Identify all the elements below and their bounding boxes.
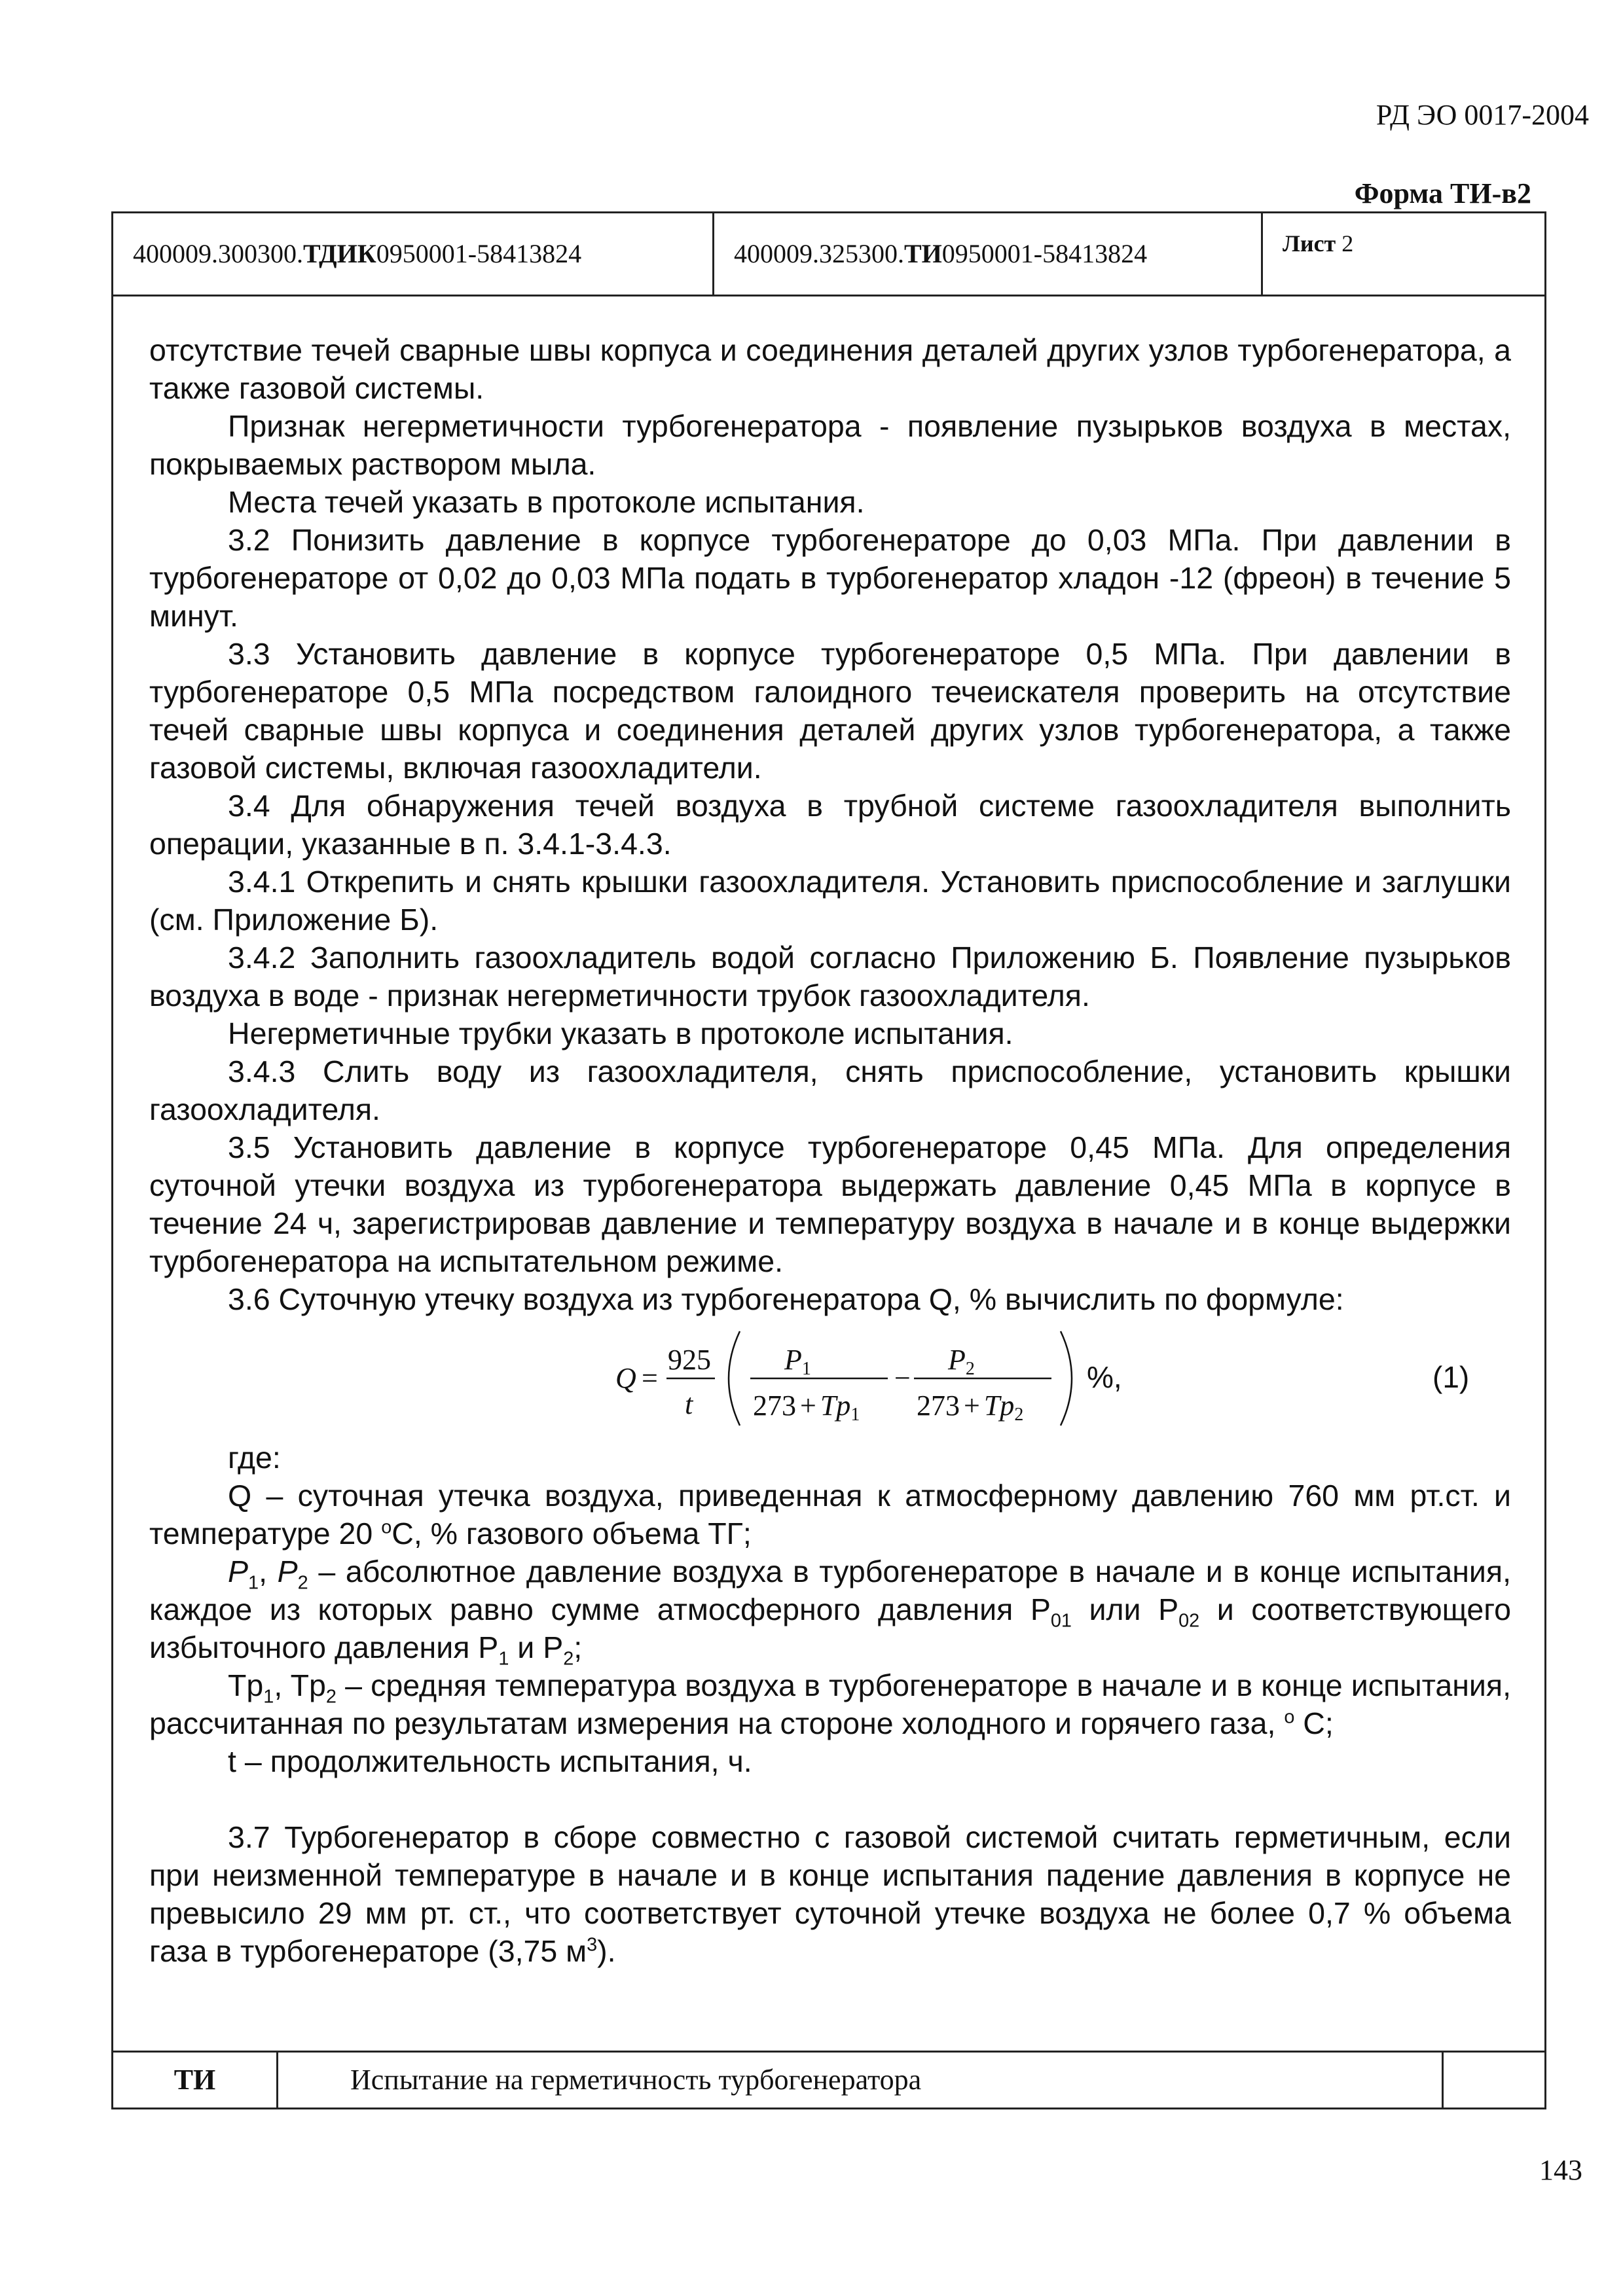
footer-row: [113, 2051, 1544, 2108]
definition-tp: $Tp_1$, $Tp_2$ – средняя температура воздуха в турбогенераторе в начале и в конце испытания, рассчитанная по результатам измерения на стороне холодного и горячего газа, $^o$ С;: [149, 1668, 1512, 1740]
body-text: [149, 331, 1511, 1970]
paragraph: отсутствие течей сварные швы корпуса и соединения деталей других узлов турбогенератора, а также газовой системы.: [149, 333, 1511, 405]
footer-title: Испытание на герметичность турбогенератора: [278, 2053, 1444, 2108]
code2-suffix: 0950001-58413824: [941, 239, 1148, 268]
formula-lhs: Q: [615, 1362, 636, 1394]
where-label: где:: [228, 1441, 281, 1475]
paragraph: 3.5 Установить давление в корпусе турбогенераторе 0,45 МПа. Для определения суточной утечки воздуха из турбогенератора выдержать давление 0,45 МПа в корпусе в течение 24 ч, зарегистрировав давление и температуру воздуха в начале и в конце выдержки турбогенератора на испытательном режиме.: [149, 1130, 1511, 1278]
paragraph: 3.4.1 Открепить и снять крышки газоохладителя. Установить приспособление и заглушки (см. Приложение Б).: [149, 865, 1511, 937]
formula: [149, 1322, 1511, 1435]
formula-coef-numerator: 925: [668, 1344, 711, 1376]
paragraph: 3.4.2 Заполнить газоохладитель водой согласно Приложению Б. Появление пузырьков воздуха в воде - признак негерметичности трубок газоохладителя.: [149, 941, 1511, 1013]
header-row: [113, 213, 1544, 296]
fraction2-denominator: 273 + Tp2: [917, 1390, 1024, 1425]
sheet-label: Лист: [1283, 230, 1336, 257]
formula-coef-denominator: t: [685, 1388, 693, 1420]
formula-minus: −: [894, 1362, 911, 1394]
paragraph-3-7: 3.7 Турбогенератор в сборе совместно с газовой системой считать герметичным, если при неизменной температуре в начале и в конце испытания падение давления в корпусе не превысило 29 мм рт. ст., что соответствует суточной утечке воздуха не более 0,7 % объема газа в турбогенераторе (3,75 $м^3$).: [149, 1820, 1511, 1968]
sheet-number: 2: [1341, 230, 1354, 257]
fraction1-numerator: P1: [784, 1344, 811, 1379]
formula-suffix: %,: [1087, 1360, 1122, 1394]
definition-p: $P_1$, $P_2$ – абсолютное давление воздуха в турбогенераторе в начале и в конце испытания, каждое из которых равно сумме атмосферного давления $P_{01}$ или $P_{02}$ и соответствующего избыточного давления $P_1$ и $P_2$;: [149, 1554, 1512, 1670]
page-number: 143: [1539, 2154, 1582, 2186]
paragraph: Места течей указать в протоколе испытания.: [228, 485, 865, 519]
paragraph: Признак негерметичности турбогенератора - появление пузырьков воздуха в местах, покрываемых раствором мыла.: [149, 409, 1511, 481]
paragraph: 3.3 Установить давление в корпусе турбогенераторе 0,5 МПа. При давлении в турбогенераторе 0,5 МПа посредством галоидного течеискателя проверить на отсутствие течей сварные швы корпуса и соединения деталей других узлов турбогенератора, а также газовой системы, включая газоохладители.: [149, 637, 1511, 785]
fraction2-numerator: P2: [948, 1344, 975, 1379]
definition-t: t – продолжительность испытания, ч.: [228, 1744, 752, 1778]
code1-bold: ТДИК: [303, 239, 376, 268]
footer-empty-cell: [1444, 2053, 1544, 2108]
paragraph: Негерметичные трубки указать в протоколе испытания.: [228, 1016, 1013, 1050]
code2-prefix: 400009.325300.: [734, 239, 904, 268]
formula-number: (1): [1432, 1360, 1470, 1394]
paragraph: 3.4 Для обнаружения течей воздуха в трубной системе газоохладителя выполнить операции, указанные в п. 3.4.1-3.4.3.: [149, 789, 1511, 861]
code2-bold: ТИ: [904, 239, 942, 268]
formula-svg: [149, 1322, 1511, 1435]
paragraph: 3.2 Понизить давление в корпусе турбогенераторе до 0,03 МПа. При давлении в турбогенераторе от 0,02 до 0,03 МПа подать в турбогенератор хладон -12 (фреон) в течение 5 минут.: [149, 523, 1511, 633]
code1-prefix: 400009.300300.: [133, 239, 303, 268]
definition-q: Q – суточная утечка воздуха, приведенная к атмосферному давлению 760 мм рт.ст. и температуре 20 $^о$С, % газового объема ТГ;: [149, 1479, 1511, 1551]
fraction1-denominator: 273 + Tp1: [753, 1390, 860, 1425]
left-paren: [729, 1331, 740, 1426]
footer-code: ТИ: [113, 2053, 278, 2108]
paragraph: 3.6 Суточную утечку воздуха из турбогенератора Q, % вычислить по формуле:: [228, 1282, 1344, 1316]
header-code-cell-1: [113, 213, 714, 295]
form-label: Форма ТИ-в2: [1354, 177, 1531, 209]
header-code-cell-2: [714, 213, 1263, 295]
form-frame: [111, 211, 1546, 2109]
right-paren: [1061, 1331, 1072, 1426]
formula-equals: =: [642, 1362, 658, 1394]
sheet-cell: [1263, 213, 1544, 295]
document-number: РД ЭО 0017-2004: [1376, 99, 1589, 131]
code1-suffix: 0950001-58413824: [376, 239, 582, 268]
paragraph: 3.4.3 Слить воду из газоохладителя, снять приспособление, установить крышки газоохладителя.: [149, 1054, 1511, 1126]
